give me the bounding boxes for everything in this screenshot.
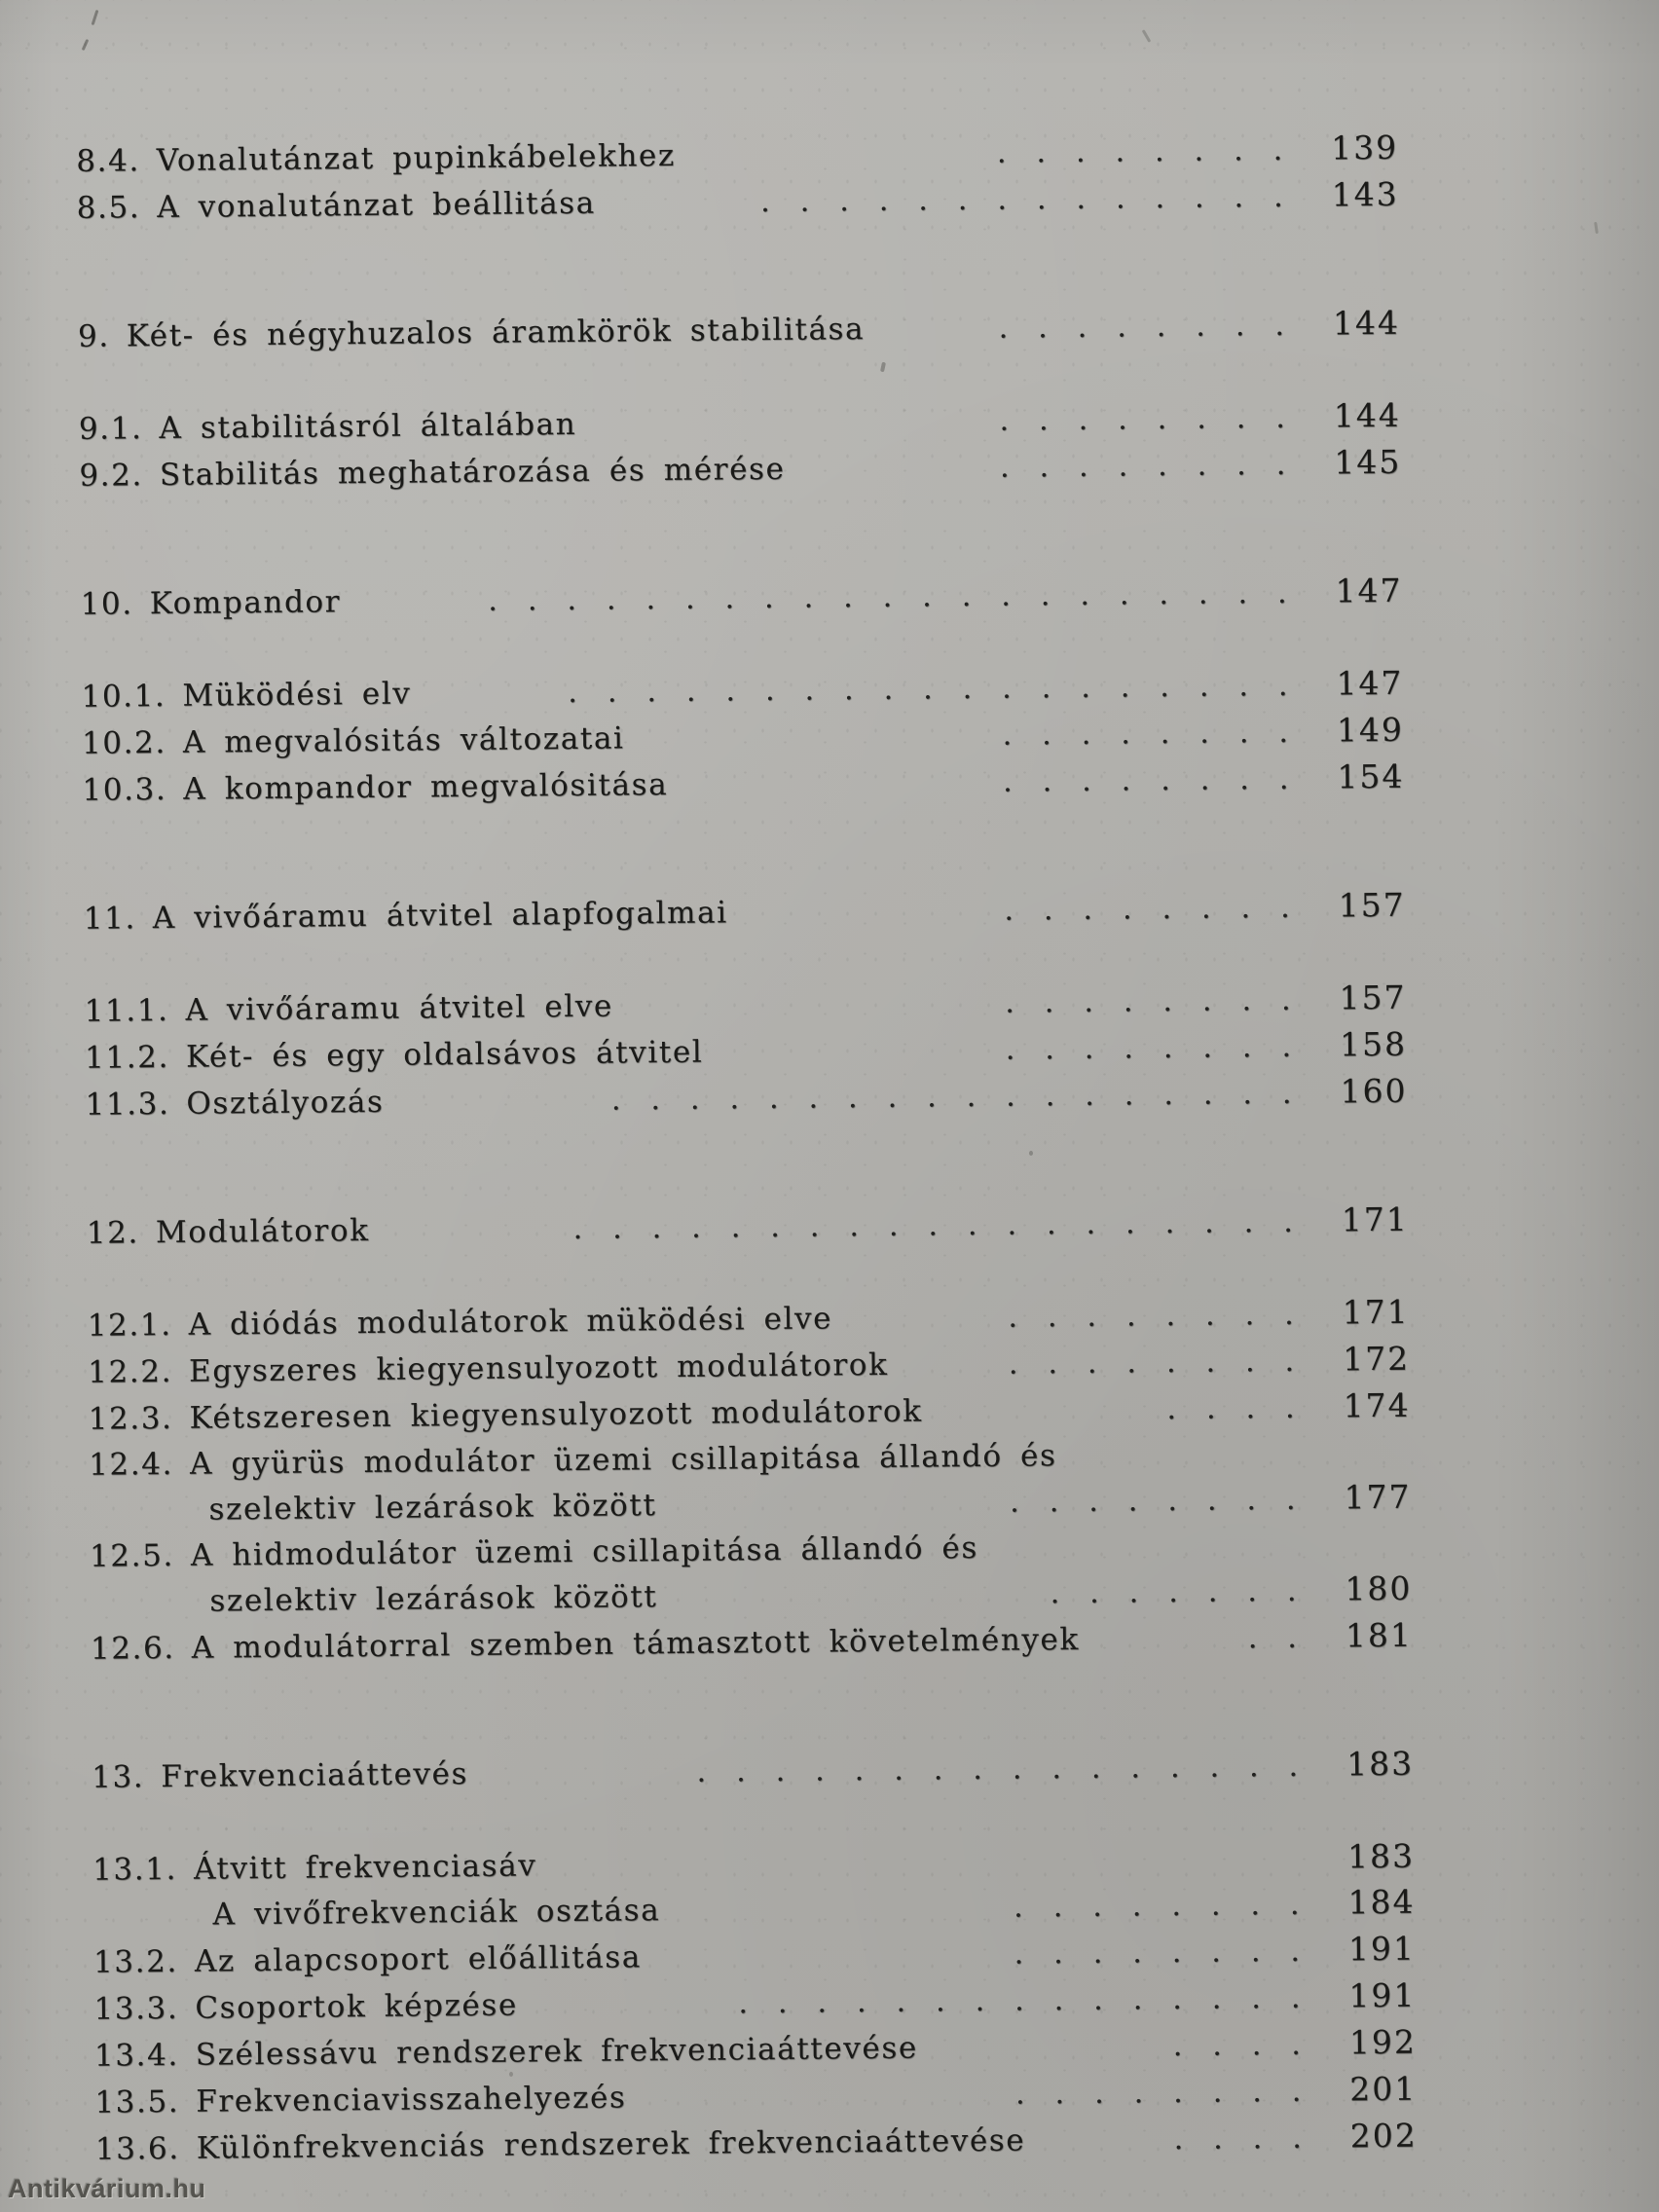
dot-leader-dots: ........ xyxy=(996,132,1313,170)
dot-leader xyxy=(411,663,1318,718)
dot-leader-dots: ............... xyxy=(738,1980,1331,2021)
toc-row xyxy=(87,1198,1409,1257)
toc-row xyxy=(80,569,1402,628)
dot-leader-dots: .............. xyxy=(759,179,1313,220)
dot-leader-dots: .... xyxy=(1173,2120,1332,2157)
toc-entry-number: 11.3. xyxy=(85,1086,170,1123)
toc-entry-page: 171 xyxy=(1341,1199,1409,1239)
toc-row xyxy=(83,883,1405,942)
toc-entry-title: A vivőáramu átvitel elve xyxy=(185,988,613,1028)
toc-entry-page: 147 xyxy=(1336,663,1404,703)
toc-entry-number: 12.3. xyxy=(88,1400,173,1437)
toc-entry-page: 157 xyxy=(1338,885,1406,925)
toc-entry-number: 11. xyxy=(83,901,136,937)
toc-entry-page: 202 xyxy=(1349,2116,1418,2156)
toc-entry-title: Csoportok képzése xyxy=(195,1987,519,2026)
dot-leader-dots: ........ xyxy=(1004,890,1320,928)
toc-entry-page: 191 xyxy=(1347,1929,1417,1969)
toc-entry-title: A gyürüs modulátor üzemi csillapitása állandó és xyxy=(189,1438,1057,1482)
toc-entry-title: Egyszeres kiegyensulyozott modulátorok xyxy=(188,1346,889,1389)
toc-entry-page: 172 xyxy=(1342,1339,1411,1379)
toc-entry-page: 139 xyxy=(1330,128,1399,167)
dot-leader xyxy=(596,174,1313,227)
toc-entry-page: 154 xyxy=(1337,756,1405,796)
toc-entry-number: 13.3. xyxy=(93,1990,179,2027)
dot-leader-dots: .................. xyxy=(610,1076,1322,1118)
toc-entry-page: 147 xyxy=(1335,571,1403,610)
dot-leader xyxy=(384,1071,1322,1125)
toc-row xyxy=(78,301,1400,360)
toc-entry-page: 145 xyxy=(1334,442,1402,482)
toc-entry-title: Két- és egy oldalsávos átvitel xyxy=(185,1034,704,1075)
dot-leader xyxy=(369,1199,1323,1254)
toc-entry-title: A vivőáramu átvitel alapfogalmai xyxy=(152,895,728,937)
dot-leader-dots: ........ xyxy=(1002,715,1319,753)
dot-leader-dots: ........ xyxy=(1008,1297,1324,1335)
toc-entry-title: Frekvenciaáttevés xyxy=(161,1756,469,1795)
toc-entry-page: 183 xyxy=(1346,1744,1415,1784)
scan-artifact xyxy=(1029,1151,1033,1156)
dot-leader-dots: ........ xyxy=(1010,1482,1326,1520)
toc-entry-title: Kétszeresen kiegyensulyozott modulátorok xyxy=(189,1393,923,1436)
dot-leader xyxy=(1080,1615,1328,1663)
dot-leader-dots: ........ xyxy=(999,400,1316,438)
toc-entry-title: Vonalutánzat pupinkábelekhez xyxy=(156,137,677,179)
toc-entry-title: A hidmodulátor üzemi csillapitása állandó és xyxy=(190,1530,979,1573)
dot-leader-dots: ........ xyxy=(998,308,1315,346)
toc-entry-number: 12.6. xyxy=(90,1630,175,1667)
toc-entry-number: 12.1. xyxy=(87,1307,172,1344)
dot-leader-dots: ........ xyxy=(1008,1344,1325,1382)
dot-leader xyxy=(624,710,1318,762)
toc-entry-title: szelektiv lezárások között xyxy=(209,1579,658,1619)
toc-entry-title: Stabilitás meghatározása és mérése xyxy=(159,451,786,494)
dot-leader xyxy=(785,442,1315,493)
toc-row xyxy=(92,1742,1414,1801)
toc-entry-number: 12.2. xyxy=(88,1353,173,1390)
toc-entry-page: 191 xyxy=(1348,1975,1417,2015)
dot-leader xyxy=(922,1385,1324,1435)
watermark: Antikvárium.hu xyxy=(8,2174,206,2203)
toc-entry-number: 10.3. xyxy=(82,771,167,808)
toc-entry-number: 12. xyxy=(86,1215,140,1251)
dot-leader xyxy=(576,395,1315,448)
dot-leader-dots: .. xyxy=(1247,1620,1328,1656)
toc-entry-title: A kompandor megvalósitása xyxy=(183,767,669,807)
dot-leader xyxy=(1025,2116,1332,2164)
toc-entry-number: 8.5. xyxy=(76,190,141,226)
toc-entry-page: 144 xyxy=(1333,395,1401,435)
toc-entry-page: 157 xyxy=(1339,977,1407,1017)
toc-entry-title: Két- és négyhuzalos áramkörök stabilitása xyxy=(126,312,866,354)
dot-leader xyxy=(727,885,1319,937)
toc-entry-title: A vivőfrekvenciák osztása xyxy=(212,1893,661,1933)
dot-leader-dots: ........ xyxy=(1005,1029,1322,1067)
dot-leader-dots: ................... xyxy=(572,1204,1323,1246)
dot-leader-dots: ........ xyxy=(1014,1887,1330,1925)
toc-entry-page: 144 xyxy=(1332,303,1401,343)
toc-entry-page: 184 xyxy=(1347,1882,1416,1922)
toc-entry-number: 9. xyxy=(77,318,110,354)
toc-entry-title: Átvitt frekvenciasáv xyxy=(193,1848,537,1887)
toc-entry-number: 11.1. xyxy=(84,992,169,1029)
dot-leader-dots: ........ xyxy=(1005,982,1321,1020)
dot-leader xyxy=(918,2022,1331,2072)
dot-leader xyxy=(703,1024,1321,1076)
toc-entry-title: Frekvenciavisszahelyezés xyxy=(196,2080,627,2120)
toc-entry-title: A modulátorral szemben támasztott követelmények xyxy=(191,1622,1080,1666)
toc-entry-number: 13.2. xyxy=(92,1943,179,1980)
toc-entry-number: 13. xyxy=(92,1759,145,1795)
toc-entry-page: 192 xyxy=(1348,2022,1418,2062)
toc-entry-number: 13.1. xyxy=(92,1851,178,1888)
dot-leader xyxy=(888,1339,1324,1388)
dot-leader xyxy=(668,756,1319,808)
dot-leader xyxy=(656,1477,1325,1530)
dot-leader-dots: ........ xyxy=(1014,1934,1331,1972)
dot-leader xyxy=(341,571,1317,626)
toc-entry-number: 13.5. xyxy=(94,2083,180,2120)
toc-entry-title: Kompandor xyxy=(149,584,342,622)
toc-entry-title: szelektiv lezárások között xyxy=(208,1488,657,1528)
toc-entry-number: 9.1. xyxy=(78,411,143,447)
dot-leader-dots: ....... xyxy=(1050,1573,1327,1611)
toc-entry-page: 143 xyxy=(1331,174,1399,214)
toc-entry-number: 11.2. xyxy=(84,1039,170,1076)
toc-entry-title: A megvalósitás változatai xyxy=(182,720,625,760)
toc-entry-page: 181 xyxy=(1345,1615,1414,1655)
toc-entry-page: 183 xyxy=(1346,1836,1416,1876)
dot-leader xyxy=(660,1882,1330,1935)
toc-entry-page: 177 xyxy=(1344,1477,1412,1517)
toc-entry-number: 12.5. xyxy=(89,1537,175,1574)
toc-entry-number: 10. xyxy=(80,586,133,622)
toc-entry-title: Modulátorok xyxy=(155,1212,370,1251)
toc-entry-number: 13.4. xyxy=(93,2037,179,2074)
toc-entry-title: Müködési elv xyxy=(182,676,412,714)
toc-entry-number: 10.1. xyxy=(81,678,166,715)
dot-leader xyxy=(865,303,1314,352)
toc-entry-title: A stabilitásról általában xyxy=(159,406,577,447)
dot-leader-dots: ................ xyxy=(696,1749,1329,1789)
dot-leader-dots: .... xyxy=(1166,1390,1325,1427)
dot-leader xyxy=(536,1868,1329,1876)
toc-entry-page: 160 xyxy=(1340,1071,1408,1111)
dot-leader-dots: ........ xyxy=(999,447,1316,485)
dot-leader-dots: .... xyxy=(1172,2027,1332,2064)
toc-entry-page: 171 xyxy=(1342,1292,1410,1332)
dot-leader-dots: ..................... xyxy=(488,575,1317,618)
dot-leader xyxy=(468,1744,1329,1797)
toc-entry-number: 13.6. xyxy=(94,2130,180,2167)
dot-leader-dots: ................... xyxy=(568,668,1318,711)
toc-entry-title: Az alapcsoport előállitása xyxy=(194,1939,642,1979)
dot-leader xyxy=(676,128,1313,179)
toc-entry-number: 12.4. xyxy=(88,1446,174,1483)
toc-entry-page: 180 xyxy=(1345,1568,1413,1608)
dot-leader xyxy=(978,1554,1412,1558)
toc-entry-title: A vonalutánzat beállitása xyxy=(157,185,596,226)
dot-leader xyxy=(642,1929,1331,1981)
scan-artifact xyxy=(509,2072,513,2077)
toc-entry-page: 201 xyxy=(1349,2069,1418,2109)
toc-entry-page: 174 xyxy=(1343,1385,1411,1425)
dot-leader xyxy=(626,2069,1331,2121)
toc-entry-title: A diódás modulátorok müködési elve xyxy=(188,1301,833,1343)
toc-entry-title: Szélessávu rendszerek frekvenciaáttevése xyxy=(195,2030,919,2073)
toc-entry-number: 8.4. xyxy=(76,143,140,179)
dot-leader xyxy=(832,1292,1324,1343)
toc-entry-title: Különfrekvenciás rendszerek frekvenciaáttevése xyxy=(196,2122,1026,2166)
toc-entry-number: 10.2. xyxy=(81,724,167,761)
dot-leader xyxy=(1057,1462,1411,1465)
dot-leader xyxy=(613,977,1321,1030)
toc-entry-title: Osztályozás xyxy=(186,1084,385,1122)
dot-leader-dots: ........ xyxy=(1002,761,1319,799)
dot-leader-dots: ........ xyxy=(1014,2074,1332,2112)
toc-entry-page: 158 xyxy=(1339,1024,1408,1064)
toc-entry-page: 149 xyxy=(1336,710,1405,750)
dot-leader xyxy=(657,1568,1326,1621)
toc-entry-number: 9.2. xyxy=(79,458,144,494)
dot-leader xyxy=(518,1975,1331,2029)
